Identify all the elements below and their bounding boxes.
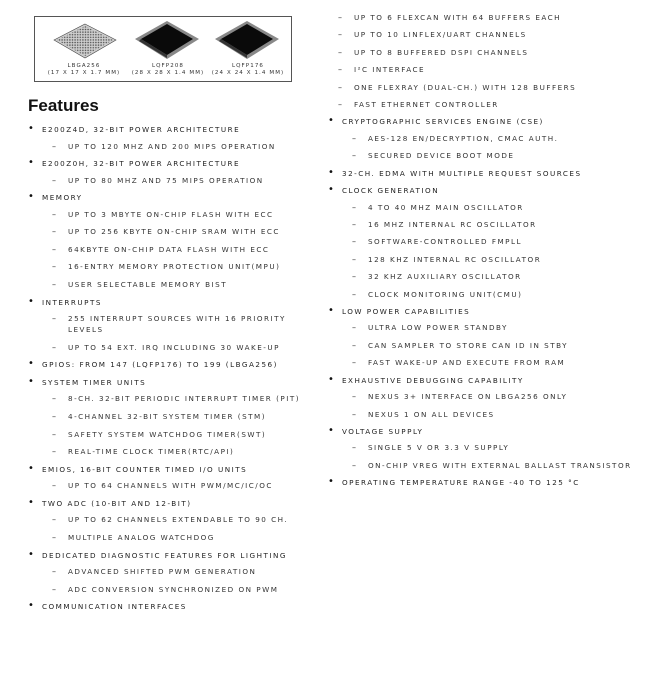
feature-sub-item: – UP TO 64 CHANNELS WITH PWM/MC/IC/OC <box>42 480 318 491</box>
feature-sub-item: – 16-ENTRY MEMORY PROTECTION UNIT(MPU) <box>42 261 318 272</box>
feature-text: OPERATING TEMPERATURE RANGE -40 TO 125 °C <box>342 478 580 488</box>
feature-sub-item: – 16 MHZ INTERNAL RC OSCILLATOR <box>342 219 638 230</box>
right-column <box>328 12 638 495</box>
feature-sub-item: – FAST ETHERNET CONTROLLER <box>328 99 638 110</box>
feature-item <box>28 498 318 543</box>
feature-text: EMIOS, 16-BIT COUNTER TIMED I/O UNITS <box>42 464 248 474</box>
feature-sub-item: – 128 KHZ INTERNAL RC OSCILLATOR <box>342 254 638 265</box>
feature-sub-item: – CLOCK MONITORING UNIT(CMU) <box>342 289 638 300</box>
feature-sublist <box>342 202 638 300</box>
feature-sublist <box>342 391 638 419</box>
feature-sub-item: – SOFTWARE-CONTROLLED FMPLL <box>342 236 638 247</box>
feature-text: 32-CH. EDMA WITH MULTIPLE REQUEST SOURCES <box>342 168 582 178</box>
feature-text: COMMUNICATION INTERFACES <box>42 602 187 612</box>
feature-item <box>28 377 318 457</box>
feature-sublist <box>42 175 318 186</box>
package-name: LQFP208 <box>151 63 185 69</box>
feature-item <box>328 426 638 471</box>
feature-item <box>328 306 638 368</box>
feature-sublist <box>42 514 318 543</box>
feature-text: LOW POWER CAPABILITIES <box>342 306 471 316</box>
package-dims: (24 X 24 X 1.4 MM) <box>211 70 285 76</box>
feature-sublist <box>42 393 318 457</box>
feature-sublist <box>42 209 318 290</box>
feature-sub-item: – SECURED DEVICE BOOT MODE <box>342 150 638 161</box>
feature-text: CLOCK GENERATION <box>342 186 440 196</box>
feature-sub-item: – UP TO 6 FLEXCAN WITH 64 BUFFERS EACH <box>328 12 638 23</box>
feature-text: E200Z0H, 32-BIT POWER ARCHITECTURE <box>42 159 241 169</box>
feature-sub-item: – UP TO 8 BUFFERED DSPI CHANNELS <box>328 47 638 58</box>
package-dims: (28 X 28 X 1.4 MM) <box>131 70 205 76</box>
feature-sub-item: – SAFETY SYSTEM WATCHDOG TIMER(SWT) <box>42 429 318 440</box>
feature-sublist <box>42 313 318 353</box>
feature-sub-item: – ON-CHIP VREG WITH EXTERNAL BALLAST TRANSISTOR <box>342 460 638 471</box>
feature-sublist <box>342 322 638 368</box>
feature-text: EXHAUSTIVE DEBUGGING CAPABILITY <box>342 375 524 385</box>
feature-item <box>28 124 318 152</box>
feature-sub-item: – FAST WAKE-UP AND EXECUTE FROM RAM <box>342 357 638 368</box>
package-name: LBGA256 <box>67 63 101 69</box>
feature-sublist <box>42 480 318 491</box>
feature-sub-item: – 64KBYTE ON-CHIP DATA FLASH WITH ECC <box>42 244 318 255</box>
feature-item <box>28 359 318 371</box>
features-heading: Features <box>28 96 99 115</box>
feature-sublist <box>42 141 318 152</box>
feature-sublist <box>342 133 638 161</box>
feature-text: VOLTAGE SUPPLY <box>342 426 424 436</box>
feature-text: MEMORY <box>42 193 83 203</box>
feature-sub-item: – ULTRA LOW POWER STANDBY <box>342 322 638 333</box>
feature-item <box>328 477 638 489</box>
package-dims: (17 X 17 X 1.7 MM) <box>47 70 121 76</box>
package-images-box <box>34 16 292 82</box>
feature-item <box>28 192 318 290</box>
feature-text: E200Z4D, 32-BIT POWER ARCHITECTURE <box>42 125 241 134</box>
right-feature-list <box>328 116 638 488</box>
feature-sub-item: – ONE FLEXRAY (DUAL-CH.) WITH 128 BUFFERS <box>328 82 638 93</box>
feature-sub-item: – NEXUS 3+ INTERFACE ON LBGA256 ONLY <box>342 391 638 402</box>
feature-sub-item: – REAL-TIME CLOCK TIMER(RTC/API) <box>42 446 318 457</box>
lqfp208-chip-image <box>135 21 199 61</box>
feature-item <box>28 158 318 186</box>
feature-sub-item: – UP TO 10 LINFLEX/UART CHANNELS <box>328 29 638 40</box>
bga-chip-image <box>53 23 117 59</box>
feature-text: DEDICATED DIAGNOSTIC FEATURES FOR LIGHTING <box>42 550 287 560</box>
feature-sub-item: – CAN SAMPLER TO STORE CAN ID IN STBY <box>342 340 638 351</box>
package-name: LQFP176 <box>231 63 265 69</box>
feature-sub-item: – 4-CHANNEL 32-BIT SYSTEM TIMER (STM) <box>42 411 318 422</box>
feature-text: CRYPTOGRAPHIC SERVICES ENGINE (CSE) <box>342 117 544 127</box>
feature-sub-item: – UP TO 80 MHZ AND 75 MIPS OPERATION <box>42 175 318 186</box>
feature-text: INTERRUPTS <box>42 297 102 307</box>
feature-item <box>28 464 318 492</box>
feature-sub-item: – UP TO 256 KBYTE ON-CHIP SRAM WITH ECC <box>42 226 318 237</box>
feature-sub-item: – AES-128 EN/DECRYPTION, CMAC AUTH. <box>342 133 638 144</box>
package-label-lbga256 <box>41 63 127 77</box>
left-feature-list <box>28 124 318 613</box>
feature-sub-item: – UP TO 3 MBYTE ON-CHIP FLASH WITH ECC <box>42 209 318 220</box>
feature-text: GPIOS: FROM 147 (LQFP176) TO 199 (LBGA256) <box>42 360 278 370</box>
feature-sub-item: – 32 KHZ AUXILIARY OSCILLATOR <box>342 271 638 282</box>
feature-item <box>28 297 318 353</box>
feature-item <box>28 601 318 613</box>
feature-sub-item: – 255 INTERRUPT SOURCES WITH 16 PRIORITY LEVELS <box>42 313 318 335</box>
package-label-lqfp208 <box>127 63 209 77</box>
feature-sub-item: – 8-CH. 32-BIT PERIODIC INTERRUPT TIMER (PIT) <box>42 393 318 404</box>
feature-item <box>328 185 638 299</box>
feature-sub-item: – USER SELECTABLE MEMORY BIST <box>42 279 318 290</box>
package-label-lqfp176 <box>207 63 289 77</box>
feature-text: SYSTEM TIMER UNITS <box>42 377 147 387</box>
feature-item <box>328 116 638 161</box>
communication-interfaces-sublist <box>328 12 638 110</box>
feature-sub-item: – UP TO 120 MHZ AND 200 MIPS OPERATION <box>42 141 318 152</box>
feature-item <box>328 375 638 420</box>
feature-text: TWO ADC (10-BIT AND 12-BIT) <box>42 498 192 508</box>
feature-sublist <box>42 566 318 595</box>
feature-sub-item: – UP TO 62 CHANNELS EXTENDABLE TO 90 CH. <box>42 514 318 525</box>
feature-sub-item: – UP TO 54 EXT. IRQ INCLUDING 30 WAKE-UP <box>42 342 318 353</box>
feature-sub-item: – I²C INTERFACE <box>328 64 638 75</box>
feature-sublist <box>342 442 638 470</box>
feature-sub-item: – ADC CONVERSION SYNCHRONIZED ON PWM <box>42 584 318 595</box>
feature-sub-item: – NEXUS 1 ON ALL DEVICES <box>342 409 638 420</box>
feature-sub-item: – SINGLE 5 V OR 3.3 V SUPPLY <box>342 442 638 453</box>
feature-item <box>328 168 638 180</box>
lqfp176-chip-image <box>215 21 279 61</box>
feature-sub-item: – MULTIPLE ANALOG WATCHDOG <box>42 532 318 543</box>
feature-sub-item: – 4 TO 40 MHZ MAIN OSCILLATOR <box>342 202 638 213</box>
feature-sub-item: – ADVANCED SHIFTED PWM GENERATION <box>42 566 318 577</box>
left-column <box>28 16 318 619</box>
feature-item <box>28 550 318 595</box>
